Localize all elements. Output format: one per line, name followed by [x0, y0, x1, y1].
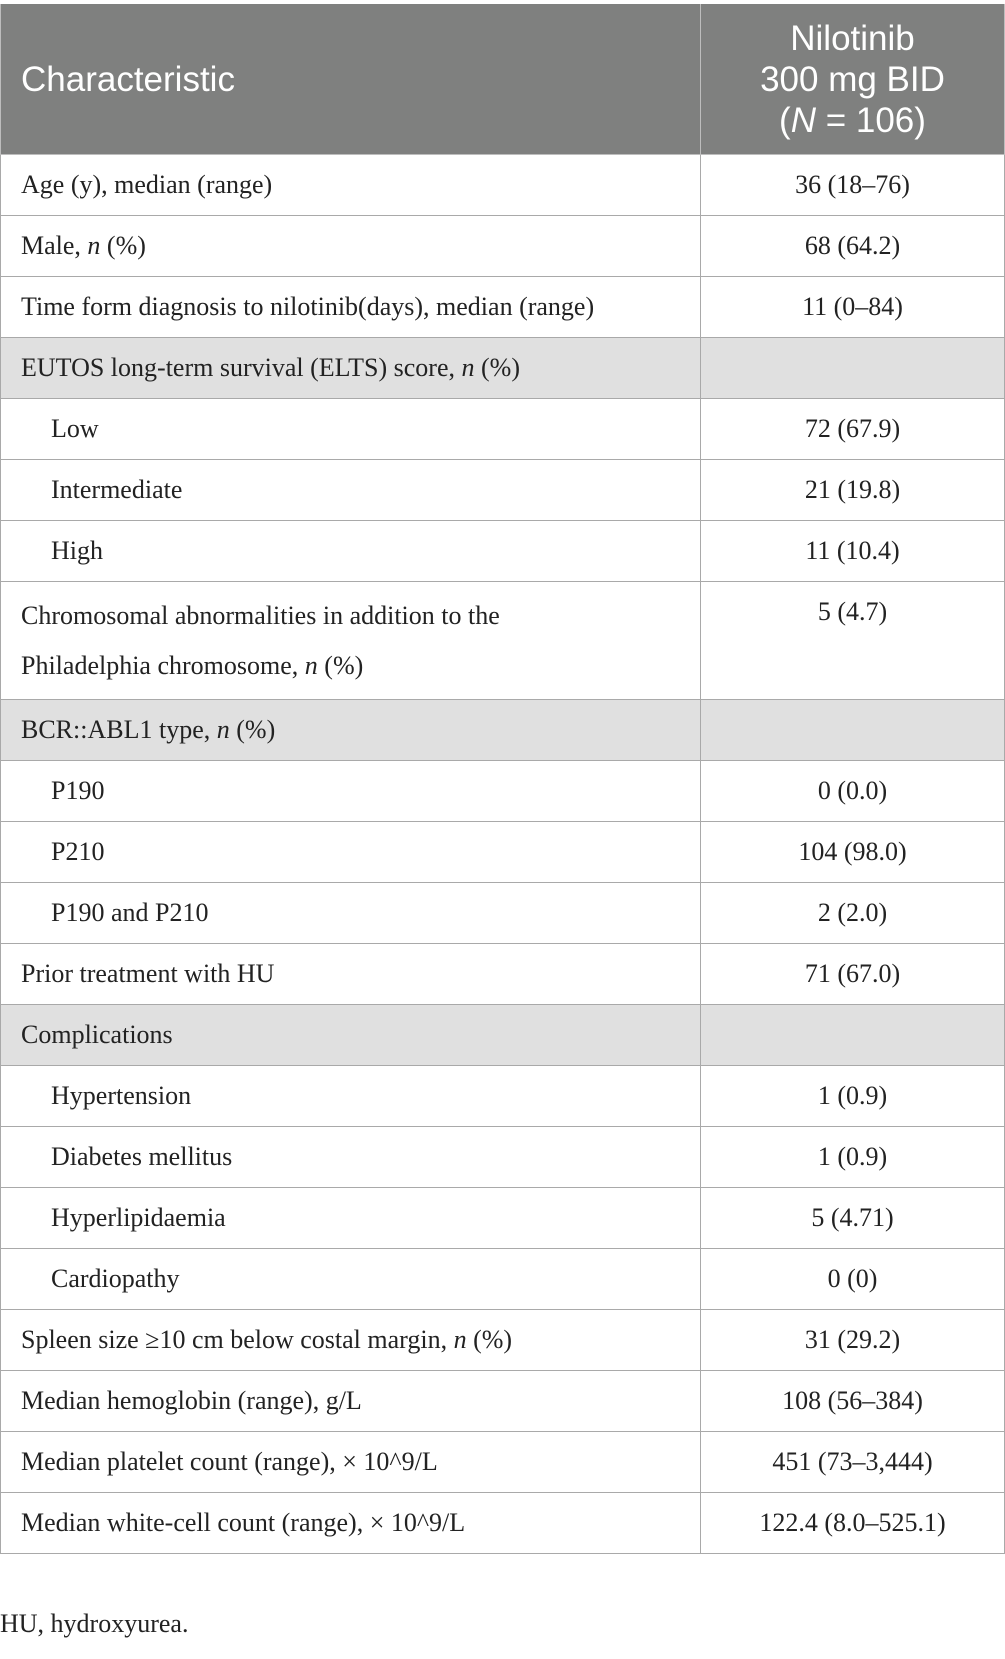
- row-label: Median white-cell count (range), × 10^9/L: [1, 1493, 701, 1554]
- row-label: Hyperlipidaemia: [1, 1188, 701, 1249]
- table-row-white-cell-count: [1, 1493, 1005, 1554]
- section-label: Complications: [1, 1005, 701, 1066]
- row-label: Spleen size ≥10 cm below costal margin, n (%): [1, 1310, 701, 1371]
- row-value: 122.4 (8.0–525.1): [701, 1493, 1005, 1554]
- table-row-time-to-nilotinib: [1, 277, 1005, 338]
- table-row-p190: [1, 761, 1005, 822]
- row-label: Intermediate: [1, 460, 701, 521]
- table-row-hypertension: [1, 1066, 1005, 1127]
- table-row-age: [1, 155, 1005, 216]
- table-header-row: [1, 4, 1005, 155]
- row-value: 108 (56–384): [701, 1371, 1005, 1432]
- row-value: 71 (67.0): [701, 944, 1005, 1005]
- table-row-hemoglobin: [1, 1371, 1005, 1432]
- section-row-complications: [1, 1005, 1005, 1066]
- table-row-platelet-count: [1, 1432, 1005, 1493]
- row-label: Low: [1, 399, 701, 460]
- row-value: 11 (0–84): [701, 277, 1005, 338]
- row-label: Prior treatment with HU: [1, 944, 701, 1005]
- row-value: 0 (0): [701, 1249, 1005, 1310]
- header-characteristic: Characteristic: [1, 4, 701, 155]
- header-nilotinib-group: [701, 4, 1005, 155]
- row-value: 1 (0.9): [701, 1066, 1005, 1127]
- table-row-p210: [1, 822, 1005, 883]
- section-row-bcr-abl1-type: [1, 700, 1005, 761]
- section-label: EUTOS long-term survival (ELTS) score, n (%): [1, 338, 701, 399]
- row-label: Time form diagnosis to nilotinib(days), median (range): [1, 277, 701, 338]
- row-value: 11 (10.4): [701, 521, 1005, 582]
- row-value: 2 (2.0): [701, 883, 1005, 944]
- table-row-elts-low: [1, 399, 1005, 460]
- header-dose: 300 mg BID: [760, 59, 945, 99]
- table-row-hyperlipidaemia: [1, 1188, 1005, 1249]
- row-label: P190 and P210: [1, 883, 701, 944]
- row-value: 0 (0.0): [701, 761, 1005, 822]
- row-value: 36 (18–76): [701, 155, 1005, 216]
- table-row-chromosomal-abnormalities: [1, 582, 1005, 700]
- row-value: 5 (4.71): [701, 1188, 1005, 1249]
- row-label: P210: [1, 822, 701, 883]
- row-label: Chromosomal abnormalities in addition to the Philadelphia chromosome, n (%): [1, 582, 701, 700]
- table-row-prior-hu: [1, 944, 1005, 1005]
- row-label: Male, n (%): [1, 216, 701, 277]
- row-value: 104 (98.0): [701, 822, 1005, 883]
- table-row-elts-high: [1, 521, 1005, 582]
- table-row-spleen-size: [1, 1310, 1005, 1371]
- row-value: 21 (19.8): [701, 460, 1005, 521]
- row-label: High: [1, 521, 701, 582]
- row-label: Cardiopathy: [1, 1249, 701, 1310]
- table-footnote: HU, hydroxyurea.: [0, 1609, 189, 1638]
- section-value: [701, 700, 1005, 761]
- row-label: Age (y), median (range): [1, 155, 701, 216]
- row-label: Median platelet count (range), × 10^9/L: [1, 1432, 701, 1493]
- row-value: 31 (29.2): [701, 1310, 1005, 1371]
- header-n-symbol: N: [790, 100, 816, 140]
- section-label: BCR::ABL1 type, n (%): [1, 700, 701, 761]
- table-row-elts-intermediate: [1, 460, 1005, 521]
- section-row-elts-score: [1, 338, 1005, 399]
- characteristics-table: [0, 4, 1005, 1554]
- row-value: 451 (73–3,444): [701, 1432, 1005, 1493]
- row-label: Median hemoglobin (range), g/L: [1, 1371, 701, 1432]
- table-row-p190-and-p210: [1, 883, 1005, 944]
- table-row-cardiopathy: [1, 1249, 1005, 1310]
- table-row-male: [1, 216, 1005, 277]
- row-value: 68 (64.2): [701, 216, 1005, 277]
- header-drug: Nilotinib: [790, 18, 915, 58]
- row-value: 72 (67.9): [701, 399, 1005, 460]
- row-value: 1 (0.9): [701, 1127, 1005, 1188]
- section-value: [701, 1005, 1005, 1066]
- section-value: [701, 338, 1005, 399]
- row-label: P190: [1, 761, 701, 822]
- row-label: Hypertension: [1, 1066, 701, 1127]
- row-label: Diabetes mellitus: [1, 1127, 701, 1188]
- table-row-diabetes: [1, 1127, 1005, 1188]
- row-value: 5 (4.7): [701, 582, 1005, 700]
- header-sample-size: (N = 106): [779, 100, 926, 140]
